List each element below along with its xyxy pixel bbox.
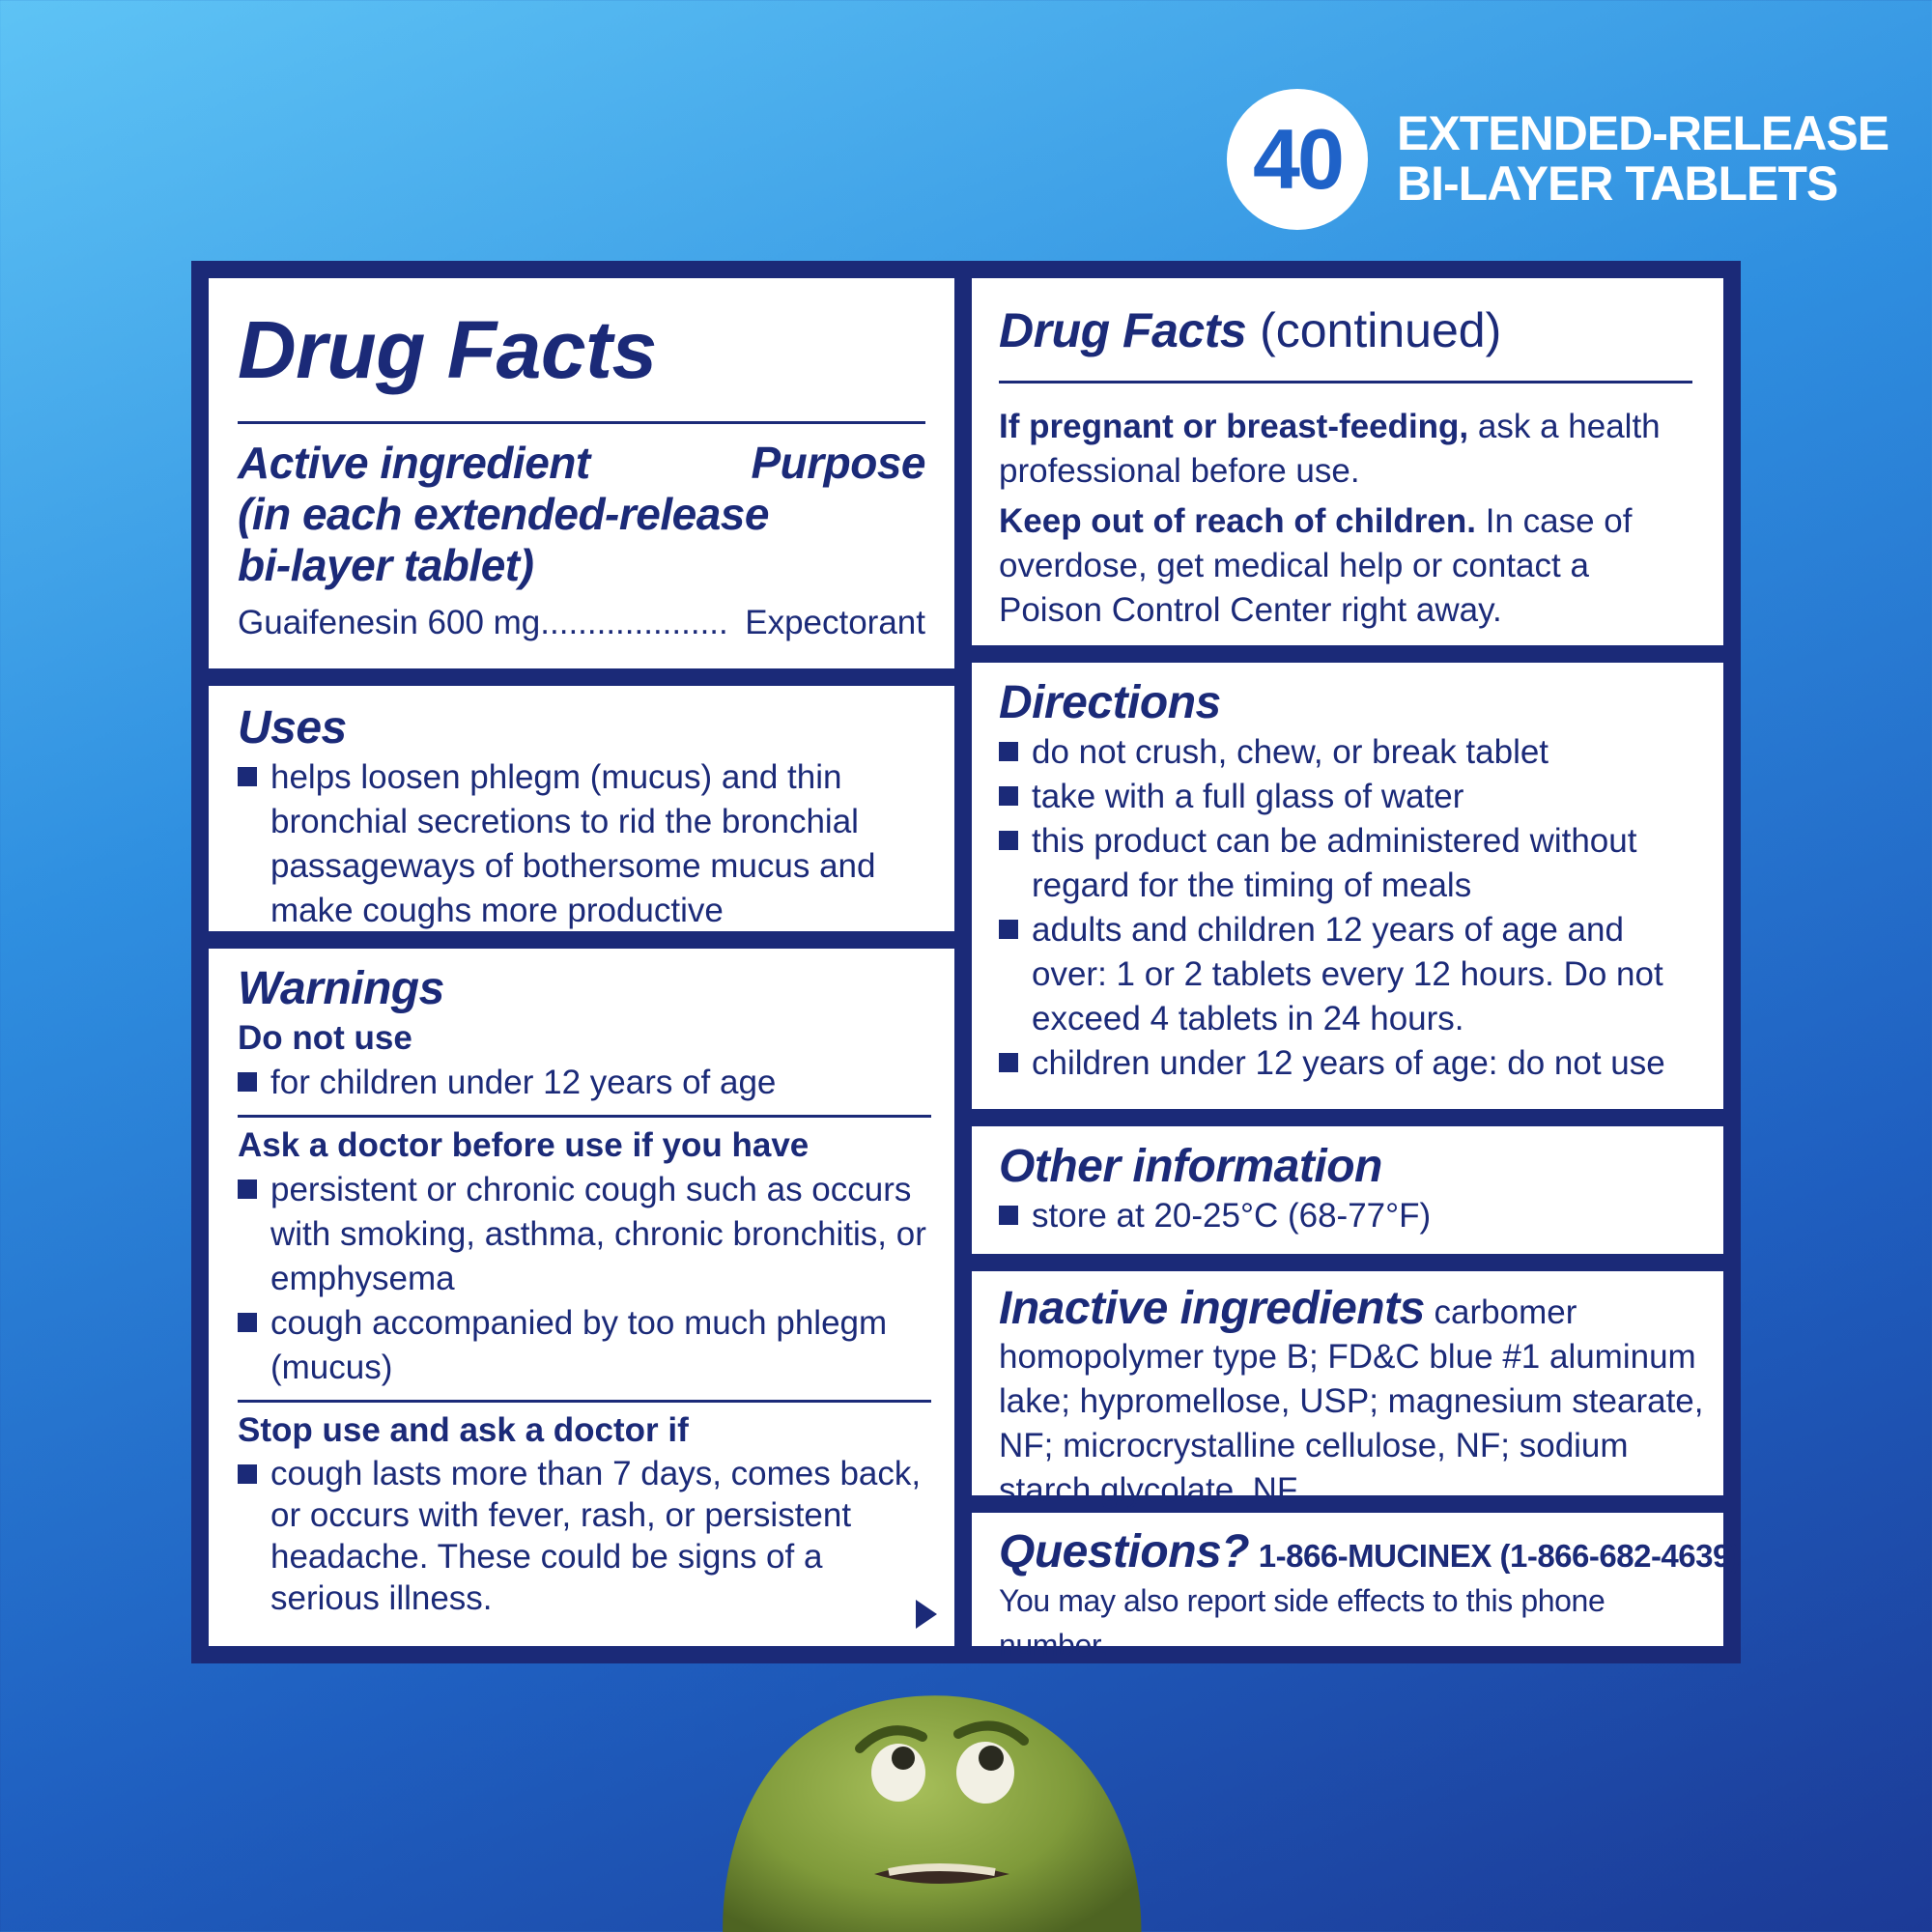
drug-facts-continued-box — [972, 278, 1723, 645]
warnings-box — [209, 949, 954, 1646]
drug-facts-title: Drug Facts — [238, 304, 657, 395]
directions-item: adults and children 12 years of age and over: 1 or 2 tablets every 12 hours. Do not exceed 4 tablets in 24 hours. — [999, 908, 1694, 1041]
directions-item: take with a full glass of water — [999, 775, 1694, 819]
questions-heading: Questions? — [999, 1526, 1250, 1577]
tablet-type-label — [1397, 108, 1889, 209]
ingredient-row — [238, 601, 925, 645]
ask-doctor-heading: Ask a doctor before use if you have — [238, 1126, 810, 1164]
tablet-count: 40 — [1253, 111, 1342, 207]
ingredient-purpose: Expectorant — [745, 604, 925, 641]
divider — [238, 1115, 931, 1118]
keep-out-warning — [999, 499, 1694, 633]
uses-box — [209, 686, 954, 931]
tablet-type-line-1: EXTENDED-RELEASE — [1397, 106, 1889, 160]
mascot-right-pupil — [979, 1746, 1004, 1771]
active-heading-line-1: Active ingredient — [238, 438, 590, 488]
continued-title-sub: (continued) — [1260, 303, 1502, 357]
inactive-ingredients-text: carbomer homopolymer type B; FD&C blue #1 aluminum lake; hypromellose, USP; magnesium stearate, NF; microcrystalline cellulose, NF; sodium starch glycolate, NF — [999, 1293, 1704, 1509]
questions-note: You may also report side effects to this phone number. — [999, 1583, 1605, 1662]
directions-item: do not crush, chew, or break tablet — [999, 730, 1694, 775]
uses-heading: Uses — [238, 702, 347, 753]
questions-box — [972, 1513, 1741, 1662]
other-information-item: store at 20-25°C (68-77°F) — [999, 1194, 1694, 1238]
leader-dots: .................... — [540, 604, 728, 641]
directions-heading: Directions — [999, 677, 1221, 728]
drug-facts-panel — [191, 261, 1741, 1663]
keep-out-warning-text: In case of overdose, get medical help or contact a Poison Control Center right away. — [999, 502, 1633, 629]
active-heading-line-3: bi-layer tablet) — [238, 540, 534, 590]
purpose-heading: Purpose — [751, 438, 925, 488]
divider — [238, 421, 925, 424]
continued-arrow-icon — [916, 1600, 937, 1629]
uses-item: helps loosen phlegm (mucus) and thin bronchial secretions to rid the bronchial passageways of bothersome mucus and make coughs more productive — [238, 755, 937, 933]
divider — [238, 1400, 931, 1403]
mucus-mascot-illustration — [705, 1681, 1159, 1932]
pregnancy-warning-bold: If pregnant or breast-feeding, — [999, 408, 1469, 445]
pregnancy-warning — [999, 405, 1694, 494]
questions-phone: 1-866-MUCINEX (1-866-682-4639) — [1258, 1538, 1741, 1574]
mascot-body — [723, 1695, 1141, 1932]
directions-box — [972, 663, 1723, 1109]
questions-line — [999, 1526, 1741, 1578]
other-information-box — [972, 1126, 1723, 1254]
stop-use-heading: Stop use and ask a doctor if — [238, 1411, 689, 1449]
stop-use-item: cough lasts more than 7 days, comes back, or occurs with fever, rash, or persistent headache. These could be signs of a serious illness. — [238, 1453, 931, 1619]
inactive-ingredients-box — [972, 1271, 1723, 1509]
drug-facts-box — [209, 278, 954, 668]
do-not-use-heading: Do not use — [238, 1019, 412, 1057]
ingredient-name: Guaifenesin 600 mg — [238, 604, 541, 641]
ask-doctor-item: persistent or chronic cough such as occurs with smoking, asthma, chronic bronchitis, or emphysema — [238, 1168, 931, 1301]
pregnancy-warning-text: ask a health professional before use. — [999, 408, 1661, 490]
tablet-type-line-2: BI-LAYER TABLETS — [1397, 156, 1838, 211]
continued-title-main: Drug Facts — [999, 303, 1247, 357]
warnings-heading: Warnings — [238, 963, 444, 1014]
continued-title — [999, 303, 1694, 357]
active-heading-line-2: (in each extended-release — [238, 489, 769, 539]
directions-item: this product can be administered without regard for the timing of meals — [999, 819, 1694, 908]
mascot-left-pupil — [892, 1747, 915, 1770]
keep-out-warning-bold: Keep out of reach of children. — [999, 502, 1476, 540]
directions-item: children under 12 years of age: do not use — [999, 1041, 1694, 1086]
do-not-use-item: for children under 12 years of age — [238, 1061, 931, 1105]
tablet-count-badge — [1227, 89, 1368, 230]
inactive-ingredients-heading: Inactive ingredients — [999, 1283, 1425, 1334]
divider — [999, 381, 1692, 384]
other-information-heading: Other information — [999, 1141, 1382, 1192]
inactive-ingredients-paragraph — [999, 1283, 1710, 1513]
ask-doctor-item: cough accompanied by too much phlegm (mucus) — [238, 1301, 931, 1390]
